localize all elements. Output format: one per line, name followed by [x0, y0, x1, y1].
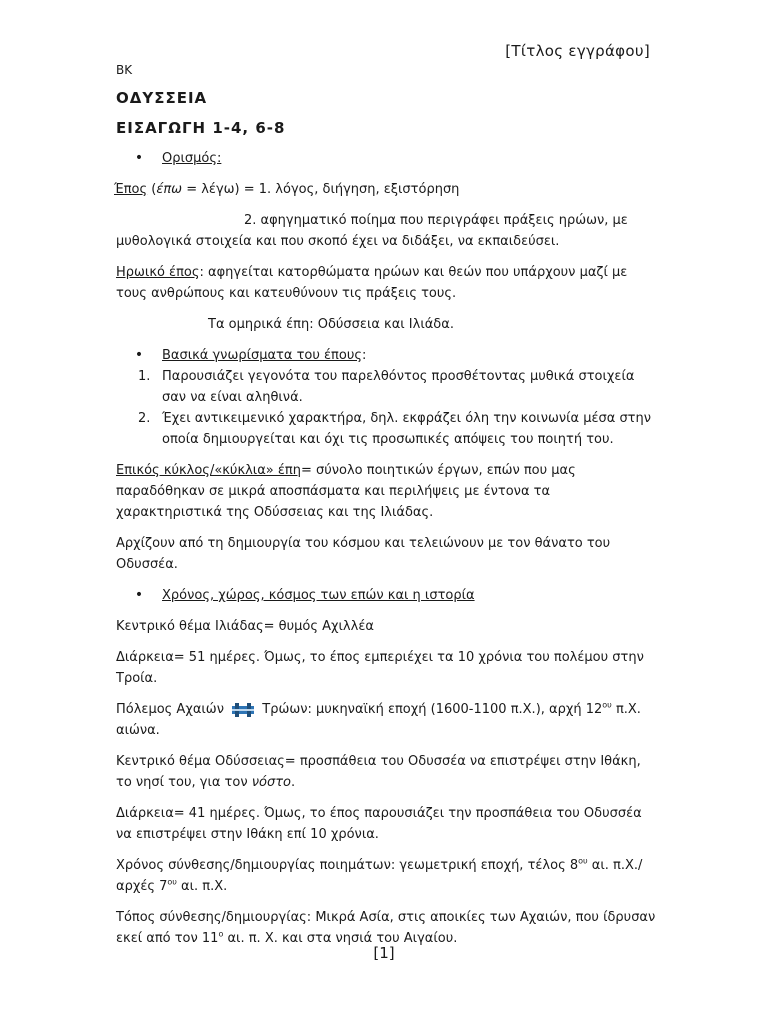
- bullet-time-place: [116, 585, 656, 606]
- odyssey-theme-end: .: [290, 775, 296, 790]
- doc-title: ΟΔΥΣΣΕΙΑ: [116, 89, 208, 107]
- epos-definition: [114, 179, 656, 200]
- epos-definition-2: [116, 210, 656, 252]
- odyssey-theme: [116, 751, 656, 793]
- composition-text-a: Χρόνος σύνθεσης/δημιουργίας ποιημάτων: γεωμετρική εποχή, τέλος 8: [116, 858, 579, 873]
- iliad-theme: Κεντρικό θέμα Ιλιάδας= θυμός Αχιλλέα: [116, 619, 374, 634]
- heroic-epos-paragraph: [116, 262, 656, 304]
- epic-cycle-paragraph: [116, 460, 656, 523]
- composition-text-c: αι. π.Χ.: [176, 879, 228, 894]
- epos-epo: έπω: [156, 182, 183, 197]
- war-trojans: Τρώων: μυκηναϊκή εποχή (1600-1100 π.Χ.), αρχή 12: [262, 702, 603, 717]
- war-sup: ου: [602, 700, 612, 710]
- document-title-header: [Τίτλος εγγράφου]: [505, 42, 650, 60]
- epic-cycle-text: = σύνολο ποιητικών έργων, επών που μας παραδόθηκαν σε μικρά αποσπάσματα και περιλήψεις με έντονα τα χαρακτηριστικά της Οδύσσειας και της Ιλιάδας.: [116, 463, 576, 520]
- odyssey-nostos: νόστο: [251, 775, 291, 790]
- epos-def2-line1: 2. αφηγηματικό ποίημα που περιγράφει πράξεις ηρώων, με: [244, 213, 628, 228]
- numbered-item-2-text: Έχει αντικειμενικό χαρακτήρα, δηλ. εκφράζει όλη την κοινωνία μέσα στην οποία δημιουργείται και όχι τις προσωπικές απόψεις του ποιητή του.: [162, 411, 652, 447]
- iliad-duration: Διάρκεια= 51 ημέρες. Όμως, το έπος εμπεριέχει τα 10 χρόνια του πολέμου στην Τροία.: [116, 650, 644, 686]
- place-text-b: αι. π. Χ. και στα νησιά του Αιγαίου.: [223, 931, 458, 946]
- odyssey-duration: Διάρκεια= 41 ημέρες. Όμως, το έπος παρουσιάζει την προσπάθεια του Οδυσσέα να επιστρέψει στην Ιθάκη επί 10 χρόνια.: [116, 806, 642, 842]
- composition-sup-1: ου: [578, 856, 588, 866]
- bullet-dot-icon: •: [134, 587, 144, 603]
- war-century: π.Χ. αιώνα.: [116, 702, 641, 738]
- place-text-a: Τόπος σύνθεσης/δημιουργίας: Μικρά Ασία, στις αποικίες των Αχαιών, που ίδρυσαν εκεί από τον 11: [116, 910, 656, 946]
- homeric-epics: Τα ομηρικά έπη: Οδύσσεια και Ιλιάδα.: [208, 317, 454, 332]
- bullet-definition-label: Ορισμός:: [162, 151, 222, 166]
- bullet-definition: [116, 148, 656, 169]
- bullet-features-label: Βασικά γνωρίσματα του έπους: [162, 348, 362, 363]
- epic-cycle-paragraph-2: Αρχίζουν από τη δημιουργία του κόσμου και τελειώνουν με τον θάνατο του Οδυσσέα.: [116, 536, 611, 572]
- page-number: [1]: [373, 944, 395, 962]
- doc-subtitle: ΕΙΣΑΓΩΓΗ 1-4, 6-8: [116, 119, 286, 137]
- bullet-features: [116, 345, 656, 366]
- numbered-item-2: [116, 408, 656, 450]
- composition-place: [116, 907, 656, 949]
- epos-term: Έπος: [114, 182, 148, 197]
- bullet-dot-icon: •: [134, 347, 144, 363]
- numbered-item-1-number: 1.: [138, 369, 151, 384]
- composition-time: [116, 855, 656, 897]
- epos-def1: = λέγω) = 1. λόγος, διήγηση, εξιστόρηση: [182, 182, 460, 197]
- composition-sup-2: ου: [167, 877, 177, 887]
- place-sup: ο: [218, 929, 224, 939]
- epic-cycle-term: Επικός κύκλος/«κύκλια» έπη: [116, 463, 301, 478]
- bullet-time-place-label: Χρόνος, χώρος, κόσμος των επών και η ιστορία: [162, 588, 475, 603]
- epos-paren: (: [147, 182, 157, 197]
- numbered-item-2-number: 2.: [138, 411, 151, 426]
- double-arrow-icon: [232, 703, 254, 717]
- bullet-features-colon: :: [361, 348, 367, 363]
- war-paragraph: [116, 699, 656, 741]
- epos-def2-line2: μυθολογικά στοιχεία και που σκοπό έχει να διδάξει, να εκπαιδεύσει.: [116, 234, 560, 249]
- heroic-term: Ηρωικό έπος: [116, 265, 200, 280]
- war-achaeans: Πόλεμος Αχαιών: [116, 702, 224, 717]
- document-body: [116, 60, 656, 959]
- author-initials: ΒΚ: [116, 63, 133, 77]
- numbered-item-1: [116, 366, 656, 408]
- odyssey-theme-text: Κεντρικό θέμα Οδύσσειας= προσπάθεια του Οδυσσέα να επιστρέψει στην Ιθάκη, το νησί του, για τον: [116, 754, 641, 790]
- bullet-dot-icon: •: [134, 150, 144, 166]
- numbered-item-1-text: Παρουσιάζει γεγονότα του παρελθόντος προσθέτοντας μυθικά στοιχεία σαν να είναι αληθινά.: [162, 369, 635, 405]
- composition-text-b: αι. π.Χ./αρχές 7: [116, 858, 643, 894]
- heroic-text: : αφηγείται κατορθώματα ηρώων και θεών που υπάρχουν μαζί με τους ανθρώπους και κατευθύνουν τις πράξεις τους.: [116, 265, 628, 301]
